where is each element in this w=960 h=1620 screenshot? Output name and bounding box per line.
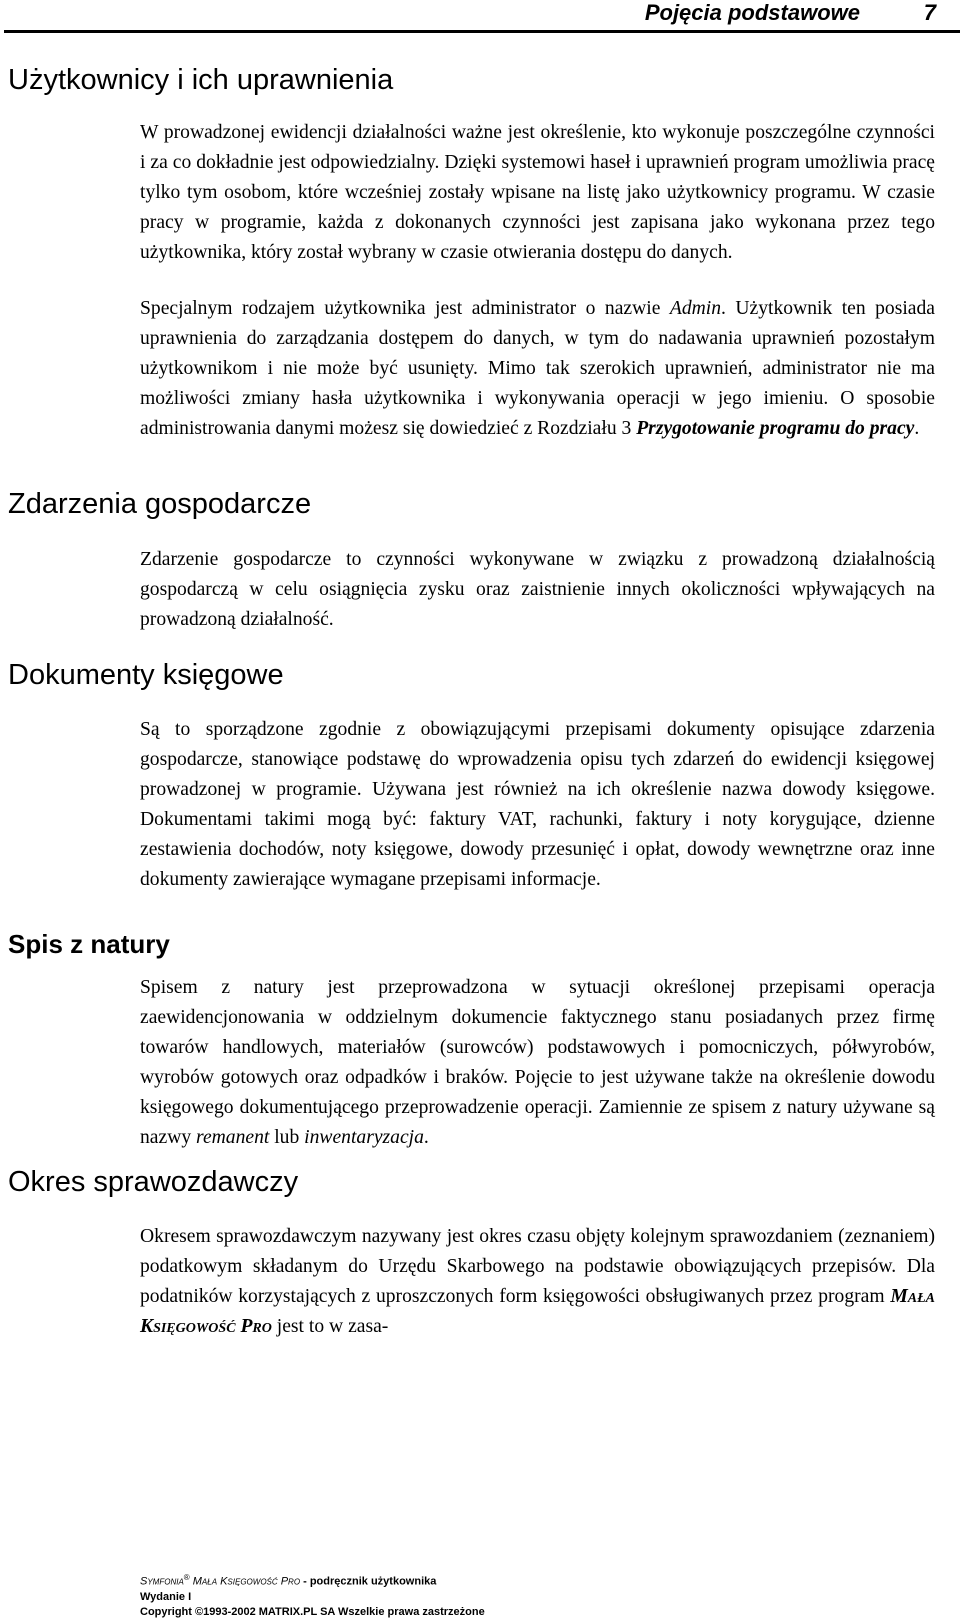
heading-users: Użytkownicy i ich uprawnienia [8,64,394,96]
header-title: Pojęcia podstawowe [644,0,860,25]
header-rule [4,30,960,33]
page-header [0,0,960,36]
events-paragraph: Zdarzenie gospodarcze to czynności wykonywane w związku z prowadzoną działalnością gospodarczą w celu osiągnięcia zysku oraz zaistnienie innych okoliczności wpływających na prowadzoną działalność. [140,549,935,630]
heading-inventory: Spis z natury [8,929,170,959]
users-paragraph-2: Specjalnym rodzajem użytkownika jest administrator o nazwie Admin. Użytkownik ten posiada uprawnienia do zarządzania dostępem do danych, w tym do nadawania uprawnień pozostałym użytkownikom i nie może być usunięty. Mimo tak szerokich uprawnień, administrator nie ma możliwości zmiany hasła użytkownika i wykonywania operacji w jego imieniu. O sposobie administrowania danymi możesz się dowiedzieć z Rozdziału 3 Przygotowanie programu do pracy. [140,298,935,439]
page-number: 7 [923,0,936,25]
inventory-term: inwentaryzacja [304,1127,424,1148]
documents-paragraph: Są to sporządzone zgodnie z obowiązującymi przepisami dokumenty opisujące zdarzenia gospodarcze, stanowiące podstawę do wprowadzenia opisu tych zdarzeń do ewidencji księgowej prowadzonej w programie. Używana jest również na ich określenie nazwa dowody księgowe. Dokumentami takimi mogą być: faktury VAT, rachunki, faktury i noty korygujące, dzienne zestawienia dochodów, noty księgowe, dowody przesunięć i opłat, dowody wewnętrzne oraz inne dokumenty zawierające wymagane przepisami informacje. [140,719,935,890]
footer-edition: Wydanie I [140,1590,192,1603]
remanent-term: remanent [196,1127,270,1148]
product-name: Mała Księgowość Pro [140,1286,935,1337]
inventory-paragraph: Spisem z natury jest przeprowadzona w sytuacji określonej przepisami operacja zaewidencjonowania w oddzielnym dokumencie faktycznego stanu posiadanych przez firmę towarów handlowych, materiałów (surowców) podstawowych i pomocniczych, półwyrobów, wyrobów gotowych oraz odpadków i braków. Pojęcie to jest używane także na określenie dowodu księgowego dokumentującego przeprowadzenie operacji. Zamiennie ze spisem z natury używane są nazwy remanent lub inwentaryzacja. [140,977,935,1148]
page-footer [140,1570,485,1620]
footer-product-line: Symfonia® Mała Księgowość Pro - podręcznik użytkownika [140,1573,437,1588]
heading-documents: Dokumenty księgowe [8,659,284,691]
footer-copyright: Copyright ©1993-2002 MATRIX.PL SA Wszelkie prawa zastrzeżone [140,1605,485,1618]
admin-term: Admin [669,298,722,319]
users-paragraph-1: W prowadzonej ewidencji działalności ważne jest określenie, kto wykonuje poszczególne czynności i za co dokładnie jest odpowiedzialny. Dzięki systemowi haseł i uprawnień program umożliwia pracę tylko tym osobom, które wcześniej zostały wpisane na listę jako użytkownicy programu. W czasie pracy w programie, każda z dokonanych czynności jest zapisana jako wykonana przez tego użytkownika, który został wybrany w czasie otwierania dostępu do danych. [140,122,935,263]
heading-period: Okres sprawozdawczy [8,1166,299,1198]
period-paragraph: Okresem sprawozdawczym nazywany jest okres czasu objęty kolejnym sprawozdaniem (zeznaniem) podatkowym składanym do Urzędu Skarbowego na podstawie obowiązujących przepisów. Dla podatników korzystających z uproszczonych form księgowości obsługiwanych przez program Mała Księgowość Pro jest to w zasa- [140,1226,935,1337]
heading-events: Zdarzenia gospodarcze [8,488,312,520]
chapter-reference: Przygotowanie programu do pracy [636,418,915,439]
